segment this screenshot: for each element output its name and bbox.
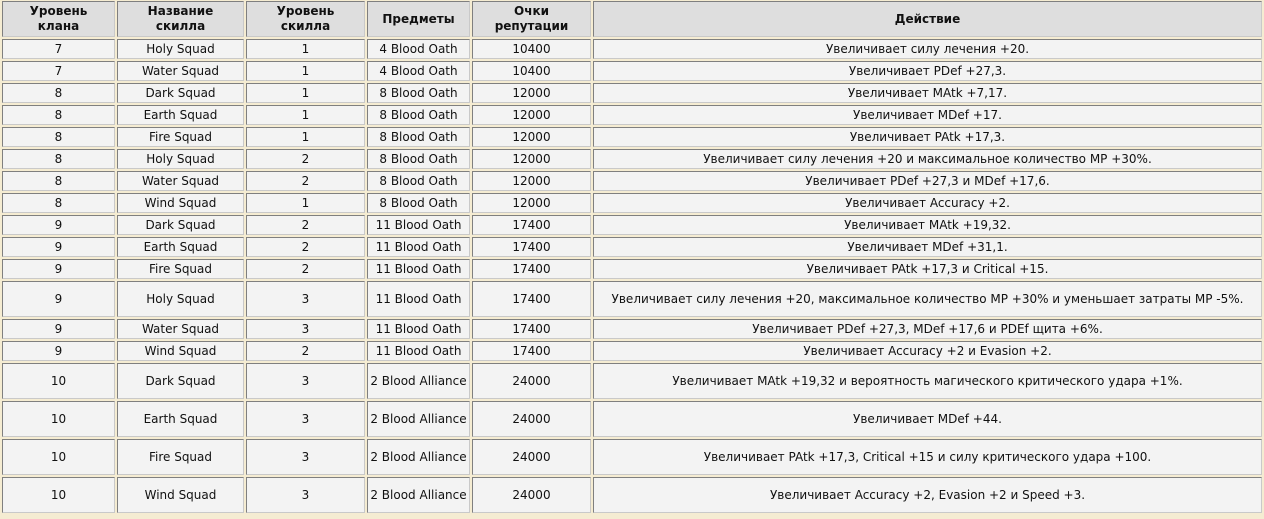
cell-skill-name: Dark Squad bbox=[117, 215, 244, 235]
table-row bbox=[2, 401, 1262, 437]
cell-skill-level: 3 bbox=[246, 281, 365, 317]
cell-skill-name: Earth Squad bbox=[117, 237, 244, 257]
cell-skill-name: Earth Squad bbox=[117, 401, 244, 437]
header-skill-name: Название скилла bbox=[117, 1, 244, 37]
cell-skill-name: Wind Squad bbox=[117, 341, 244, 361]
cell-clan-level: 10 bbox=[2, 363, 115, 399]
cell-reputation: 17400 bbox=[472, 341, 591, 361]
cell-skill-level: 1 bbox=[246, 127, 365, 147]
cell-clan-level: 8 bbox=[2, 127, 115, 147]
table-row bbox=[2, 193, 1262, 213]
cell-reputation: 17400 bbox=[472, 281, 591, 317]
header-row bbox=[2, 1, 1262, 37]
cell-reputation: 17400 bbox=[472, 259, 591, 279]
cell-skill-name: Holy Squad bbox=[117, 281, 244, 317]
table-row bbox=[2, 341, 1262, 361]
cell-reputation: 24000 bbox=[472, 363, 591, 399]
cell-items: 8 Blood Oath bbox=[367, 105, 470, 125]
table-row bbox=[2, 39, 1262, 59]
table-row bbox=[2, 319, 1262, 339]
cell-clan-level: 8 bbox=[2, 149, 115, 169]
cell-action: Увеличивает силу лечения +20. bbox=[593, 39, 1262, 59]
cell-action: Увеличивает PAtk +17,3, Critical +15 и силу критического удара +100. bbox=[593, 439, 1262, 475]
cell-items: 2 Blood Alliance bbox=[367, 401, 470, 437]
cell-skill-level: 1 bbox=[246, 83, 365, 103]
cell-action: Увеличивает Accuracy +2, Evasion +2 и Speed +3. bbox=[593, 477, 1262, 513]
cell-action: Увеличивает силу лечения +20 и максимальное количество MP +30%. bbox=[593, 149, 1262, 169]
cell-action: Увеличивает MAtk +19,32 и вероятность магического критического удара +1%. bbox=[593, 363, 1262, 399]
table-row bbox=[2, 477, 1262, 513]
table-row bbox=[2, 439, 1262, 475]
cell-action: Увеличивает MDef +17. bbox=[593, 105, 1262, 125]
table-row bbox=[2, 215, 1262, 235]
table-row bbox=[2, 171, 1262, 191]
cell-skill-name: Holy Squad bbox=[117, 149, 244, 169]
cell-reputation: 12000 bbox=[472, 193, 591, 213]
table-row bbox=[2, 83, 1262, 103]
cell-items: 11 Blood Oath bbox=[367, 319, 470, 339]
cell-action: Увеличивает MDef +44. bbox=[593, 401, 1262, 437]
cell-skill-name: Wind Squad bbox=[117, 193, 244, 213]
cell-reputation: 17400 bbox=[472, 215, 591, 235]
cell-reputation: 12000 bbox=[472, 105, 591, 125]
cell-items: 8 Blood Oath bbox=[367, 127, 470, 147]
cell-clan-level: 8 bbox=[2, 171, 115, 191]
cell-skill-name: Water Squad bbox=[117, 171, 244, 191]
cell-items: 4 Blood Oath bbox=[367, 61, 470, 81]
cell-action: Увеличивает MDef +31,1. bbox=[593, 237, 1262, 257]
cell-skill-name: Fire Squad bbox=[117, 127, 244, 147]
cell-reputation: 10400 bbox=[472, 61, 591, 81]
cell-action: Увеличивает PDef +27,3. bbox=[593, 61, 1262, 81]
cell-action: Увеличивает PAtk +17,3 и Critical +15. bbox=[593, 259, 1262, 279]
table-row bbox=[2, 281, 1262, 317]
cell-clan-level: 8 bbox=[2, 105, 115, 125]
cell-action: Увеличивает силу лечения +20, максимальное количество MP +30% и уменьшает затраты MP -5%. bbox=[593, 281, 1262, 317]
table-row bbox=[2, 259, 1262, 279]
cell-skill-level: 2 bbox=[246, 237, 365, 257]
table-row bbox=[2, 363, 1262, 399]
cell-skill-level: 1 bbox=[246, 61, 365, 81]
header-skill-level: Уровень скилла bbox=[246, 1, 365, 37]
cell-skill-name: Fire Squad bbox=[117, 439, 244, 475]
cell-clan-level: 9 bbox=[2, 281, 115, 317]
cell-reputation: 12000 bbox=[472, 149, 591, 169]
cell-items: 11 Blood Oath bbox=[367, 215, 470, 235]
cell-action: Увеличивает MAtk +7,17. bbox=[593, 83, 1262, 103]
header-action: Действие bbox=[593, 1, 1262, 37]
header-items: Предметы bbox=[367, 1, 470, 37]
cell-skill-level: 3 bbox=[246, 477, 365, 513]
cell-items: 2 Blood Alliance bbox=[367, 439, 470, 475]
cell-skill-level: 2 bbox=[246, 171, 365, 191]
table-row bbox=[2, 237, 1262, 257]
cell-skill-name: Earth Squad bbox=[117, 105, 244, 125]
cell-items: 11 Blood Oath bbox=[367, 259, 470, 279]
cell-reputation: 24000 bbox=[472, 477, 591, 513]
cell-items: 8 Blood Oath bbox=[367, 171, 470, 191]
cell-items: 4 Blood Oath bbox=[367, 39, 470, 59]
cell-items: 11 Blood Oath bbox=[367, 237, 470, 257]
header-clan-level: Уровень клана bbox=[2, 1, 115, 37]
header-reputation: Очки репутации bbox=[472, 1, 591, 37]
cell-skill-level: 1 bbox=[246, 105, 365, 125]
cell-items: 2 Blood Alliance bbox=[367, 363, 470, 399]
cell-skill-name: Water Squad bbox=[117, 61, 244, 81]
cell-action: Увеличивает PDef +27,3, MDef +17,6 и PDEf щита +6%. bbox=[593, 319, 1262, 339]
cell-skill-name: Holy Squad bbox=[117, 39, 244, 59]
table-row bbox=[2, 105, 1262, 125]
table-row bbox=[2, 61, 1262, 81]
cell-skill-level: 3 bbox=[246, 363, 365, 399]
cell-items: 8 Blood Oath bbox=[367, 193, 470, 213]
cell-reputation: 24000 bbox=[472, 439, 591, 475]
cell-items: 11 Blood Oath bbox=[367, 281, 470, 317]
cell-items: 8 Blood Oath bbox=[367, 83, 470, 103]
cell-action: Увеличивает MAtk +19,32. bbox=[593, 215, 1262, 235]
cell-clan-level: 7 bbox=[2, 39, 115, 59]
cell-skill-name: Dark Squad bbox=[117, 363, 244, 399]
cell-action: Увеличивает PAtk +17,3. bbox=[593, 127, 1262, 147]
cell-reputation: 24000 bbox=[472, 401, 591, 437]
cell-clan-level: 9 bbox=[2, 237, 115, 257]
cell-clan-level: 8 bbox=[2, 83, 115, 103]
cell-clan-level: 9 bbox=[2, 341, 115, 361]
cell-clan-level: 8 bbox=[2, 193, 115, 213]
cell-skill-level: 2 bbox=[246, 341, 365, 361]
cell-skill-level: 2 bbox=[246, 259, 365, 279]
cell-items: 8 Blood Oath bbox=[367, 149, 470, 169]
cell-items: 2 Blood Alliance bbox=[367, 477, 470, 513]
cell-clan-level: 9 bbox=[2, 319, 115, 339]
cell-reputation: 17400 bbox=[472, 237, 591, 257]
cell-clan-level: 9 bbox=[2, 215, 115, 235]
cell-clan-level: 9 bbox=[2, 259, 115, 279]
cell-action: Увеличивает Accuracy +2. bbox=[593, 193, 1262, 213]
cell-skill-level: 2 bbox=[246, 149, 365, 169]
cell-reputation: 12000 bbox=[472, 83, 591, 103]
cell-skill-level: 1 bbox=[246, 193, 365, 213]
cell-clan-level: 7 bbox=[2, 61, 115, 81]
cell-action: Увеличивает Accuracy +2 и Evasion +2. bbox=[593, 341, 1262, 361]
cell-skill-name: Wind Squad bbox=[117, 477, 244, 513]
cell-skill-name: Fire Squad bbox=[117, 259, 244, 279]
cell-action: Увеличивает PDef +27,3 и MDef +17,6. bbox=[593, 171, 1262, 191]
cell-reputation: 17400 bbox=[472, 319, 591, 339]
cell-items: 11 Blood Oath bbox=[367, 341, 470, 361]
cell-reputation: 12000 bbox=[472, 127, 591, 147]
cell-skill-level: 2 bbox=[246, 215, 365, 235]
cell-skill-level: 3 bbox=[246, 319, 365, 339]
table-row bbox=[2, 127, 1262, 147]
cell-skill-level: 1 bbox=[246, 39, 365, 59]
table-row bbox=[2, 149, 1262, 169]
cell-reputation: 10400 bbox=[472, 39, 591, 59]
cell-skill-level: 3 bbox=[246, 439, 365, 475]
cell-skill-name: Dark Squad bbox=[117, 83, 244, 103]
cell-clan-level: 10 bbox=[2, 401, 115, 437]
cell-skill-name: Water Squad bbox=[117, 319, 244, 339]
cell-skill-level: 3 bbox=[246, 401, 365, 437]
cell-clan-level: 10 bbox=[2, 439, 115, 475]
cell-clan-level: 10 bbox=[2, 477, 115, 513]
cell-reputation: 12000 bbox=[472, 171, 591, 191]
